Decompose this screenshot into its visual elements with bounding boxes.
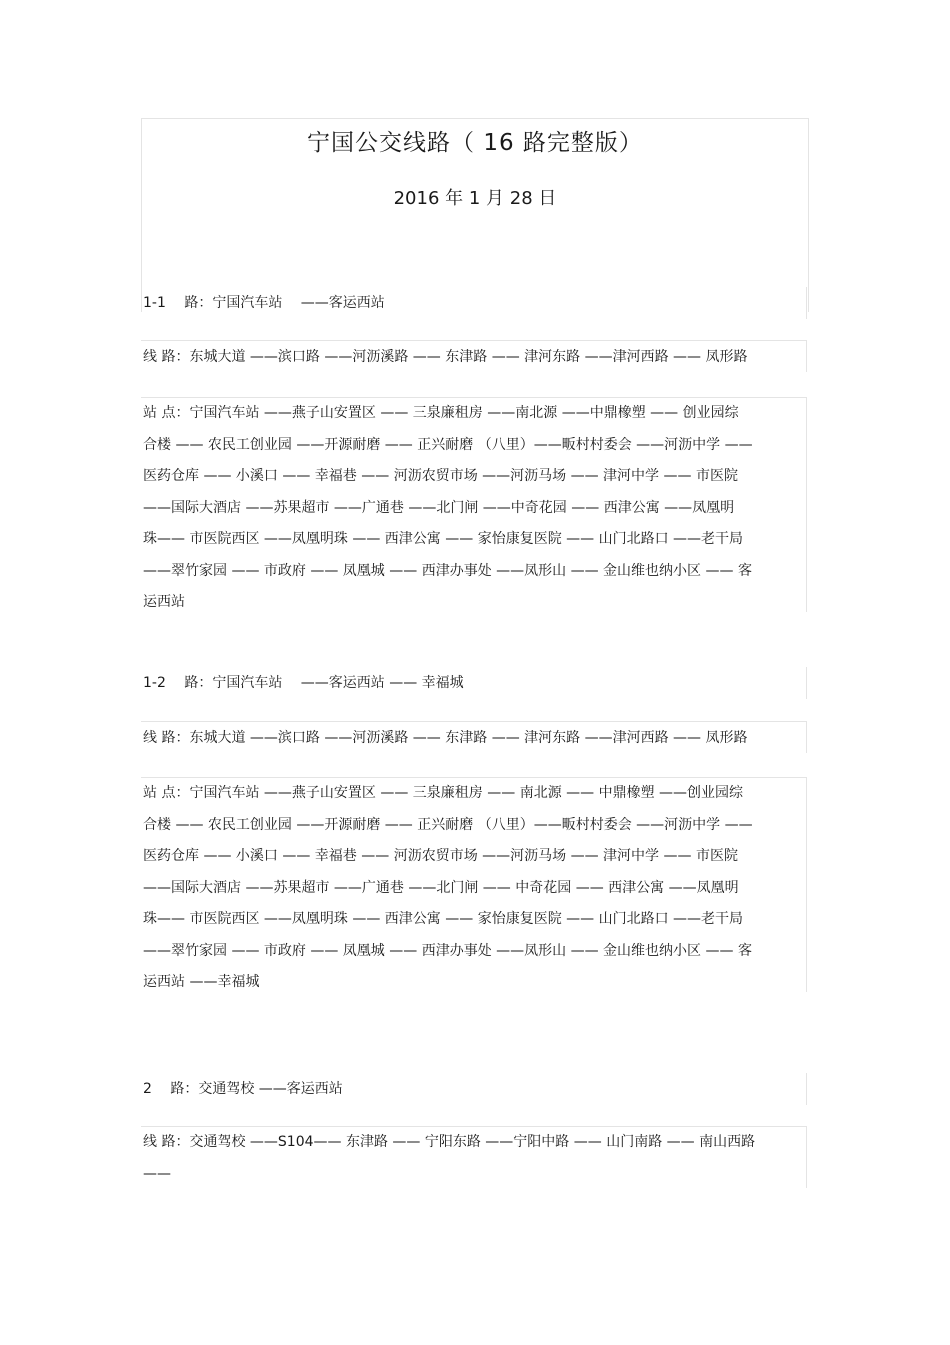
route-path-text: 线 路：交通驾校 ——S104—— 东津路 —— 宁阳东路 ——宁阳中路 —— 山门南路 —— 南山西路 — [143, 1134, 756, 1150]
stops-line: 珠—— 市医院西区 ——凤凰明珠 —— 西津公寓 —— 家怡康复医院 —— 山门北路口 ——老干局 — [143, 531, 744, 547]
stops-line: 医药仓库 —— 小溪口 —— 幸福巷 —— 河沥农贸市场 ——河沥马场 —— 津河中学 —— 市医院 — [143, 468, 738, 484]
route-1-1-path — [141, 340, 807, 372]
stops-line: 运西站 — [143, 594, 185, 610]
stops-line: ——翠竹家园 —— 市政府 —— 凤凰城 —— 西津办事处 ——凤形山 —— 金山维也纳小区 —— 客 — [143, 562, 752, 579]
route-path-text: 线 路：东城大道 ——滨口路 ——河沥溪路 —— 东津路 —— 津河东路 ——津河西路 —— 凤形路 — [143, 349, 748, 365]
route-header-text: 2 路：交通驾校 ——客运西站 — [143, 1081, 343, 1097]
document-date: 2016 年 1 月 28 日 — [393, 188, 557, 209]
page-title: 宁国公交线路（ 16 路完整版） — [307, 130, 643, 156]
route-path-text: 线 路：东城大道 ——滨口路 ——河沥溪路 —— 东津路 —— 津河东路 ——津河西路 —— 凤形路 — [143, 730, 748, 746]
stops-line: 站 点：宁国汽车站 ——燕子山安置区 —— 三泉廉租房 ——南北源 ——中鼎橡塑 —— 创业园综 — [143, 405, 739, 421]
stops-line: ——国际大酒店 ——苏果超市 ——广通巷 ——北门闸 ——中奇花园 —— 西津公寓 ——凤凰明 — [143, 499, 735, 516]
stops-line: 珠—— 市医院西区 ——凤凰明珠 —— 西津公寓 —— 家怡康复医院 —— 山门北路口 ——老干局 — [143, 911, 744, 927]
route-1-1-stops — [141, 397, 807, 612]
stops-line: 医药仓库 —— 小溪口 —— 幸福巷 —— 河沥农贸市场 ——河沥马场 —— 津河中学 —— 市医院 — [143, 848, 738, 864]
route-header-text: 1-2 路：宁国汽车站 ——客运西站 —— 幸福城 — [143, 675, 464, 691]
stops-line: ——翠竹家园 —— 市政府 —— 凤凰城 —— 西津办事处 ——凤形山 —— 金山维也纳小区 —— 客 — [143, 942, 752, 959]
stops-line: 合楼 —— 农民工创业园 ——开源耐磨 —— 正兴耐磨 （八里）——畈村村委会 ——河沥中学 —— — [143, 816, 753, 833]
stops-line: 运西站 ——幸福城 — [143, 974, 260, 990]
route-1-1-header — [141, 287, 807, 319]
route-path-text: —— — [143, 1165, 171, 1182]
route-1-2-stops — [141, 777, 807, 992]
route-2-path — [141, 1126, 807, 1188]
route-1-2-path — [141, 721, 807, 753]
route-header-text: 1-1 路：宁国汽车站 ——客运西站 — [143, 295, 385, 311]
stops-line: 合楼 —— 农民工创业园 ——开源耐磨 —— 正兴耐磨 （八里）——畈村村委会 ——河沥中学 —— — [143, 436, 753, 453]
stops-line: 站 点：宁国汽车站 ——燕子山安置区 —— 三泉廉租房 —— 南北源 —— 中鼎橡塑 ——创业园综 — [143, 785, 744, 801]
route-1-2-header — [141, 667, 807, 699]
stops-line: ——国际大酒店 ——苏果超市 ——广通巷 ——北门闸 —— 中奇花园 —— 西津公寓 ——凤凰明 — [143, 879, 739, 896]
route-2-header — [141, 1073, 807, 1105]
